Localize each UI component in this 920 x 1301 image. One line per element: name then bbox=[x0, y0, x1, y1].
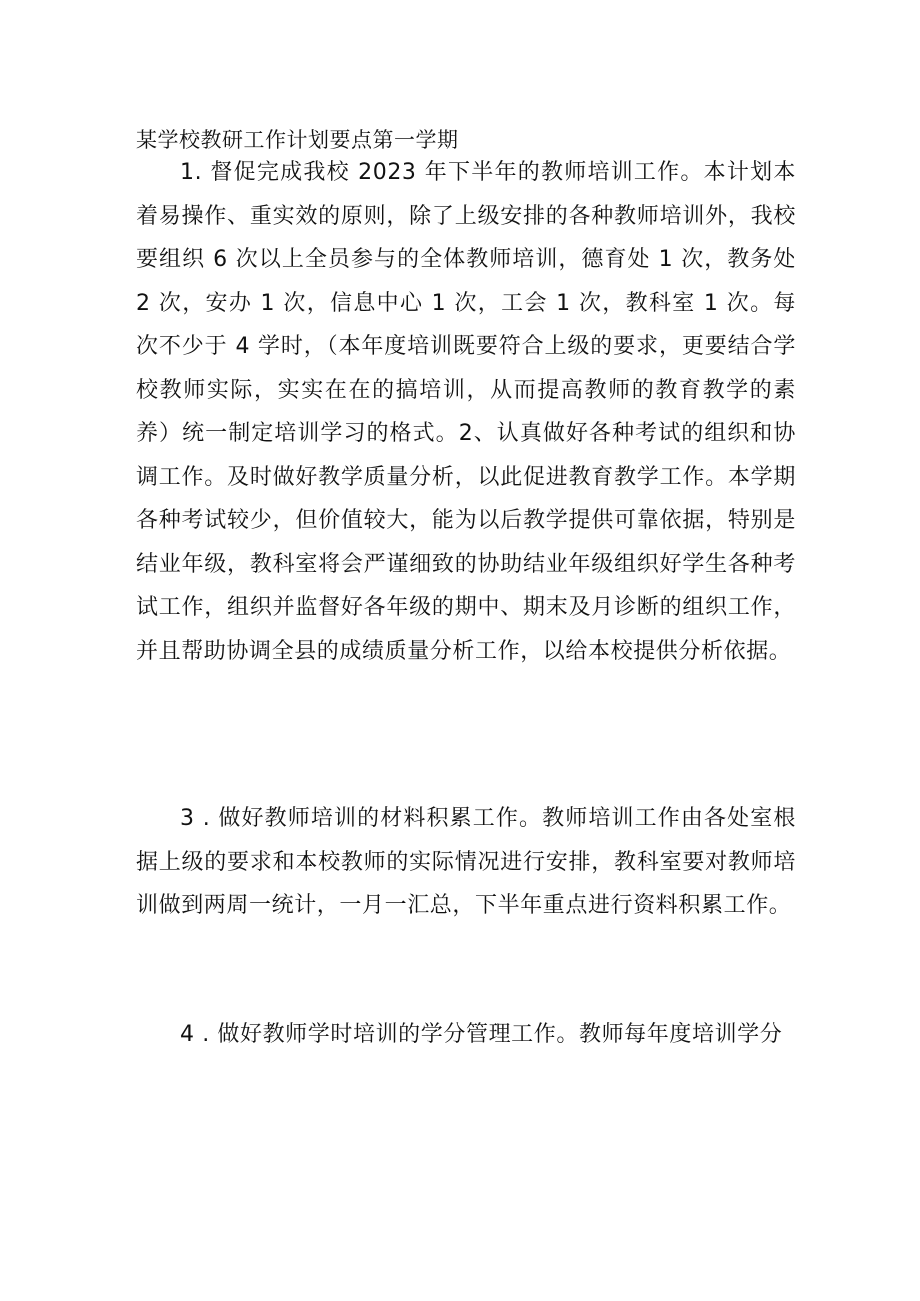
paragraph-1: 1. 督促完成我校 2023 年下半年的教师培训工作。本计划本着易操作、重实效的原则，除了上级安排的各种教师培训外，我校要组织 6 次以上全员参与的全体教师培训，德育处 1 次，教务处 2 次，安办 1 次，信息中心 1 次，工会 1 次，教科室 1 次。每次不少于 4 学时，（本年度培训既要符合上级的要求，更要结合学校教师实际，实实在在的搞培训，从而提高教师的教育教学的素养）统一制定培训学习的格式。2、认真做好各种考试的组织和协调工作。及时做好教学质量分析，以此促进教育教学工作。本学期各种考试较少，但价值较大，能为以后教学提供可靠依据，特别是结业年级，教科室将会严谨细致的协助结业年级组织好学生各种考试工作，组织并监督好各年级的期中、期末及月诊断的组织工作，并且帮助协调全县的成绩质量分析工作，以给本校提供分析依据。 bbox=[136, 160, 796, 664]
paragraph-2: 3 . 做好教师培训的材料积累工作。教师培训工作由各处室根据上级的要求和本校教师的实际情况进行安排，教科室要对教师培训做到两周一统计，一月一汇总，下半年重点进行资料积累工作。 bbox=[136, 806, 796, 918]
paragraph-3: 4 . 做好教师学时培训的学分管理工作。教师每年度培训学分 bbox=[180, 1022, 783, 1047]
document-title: 某学校教研工作计划要点第一学期 bbox=[136, 128, 459, 152]
